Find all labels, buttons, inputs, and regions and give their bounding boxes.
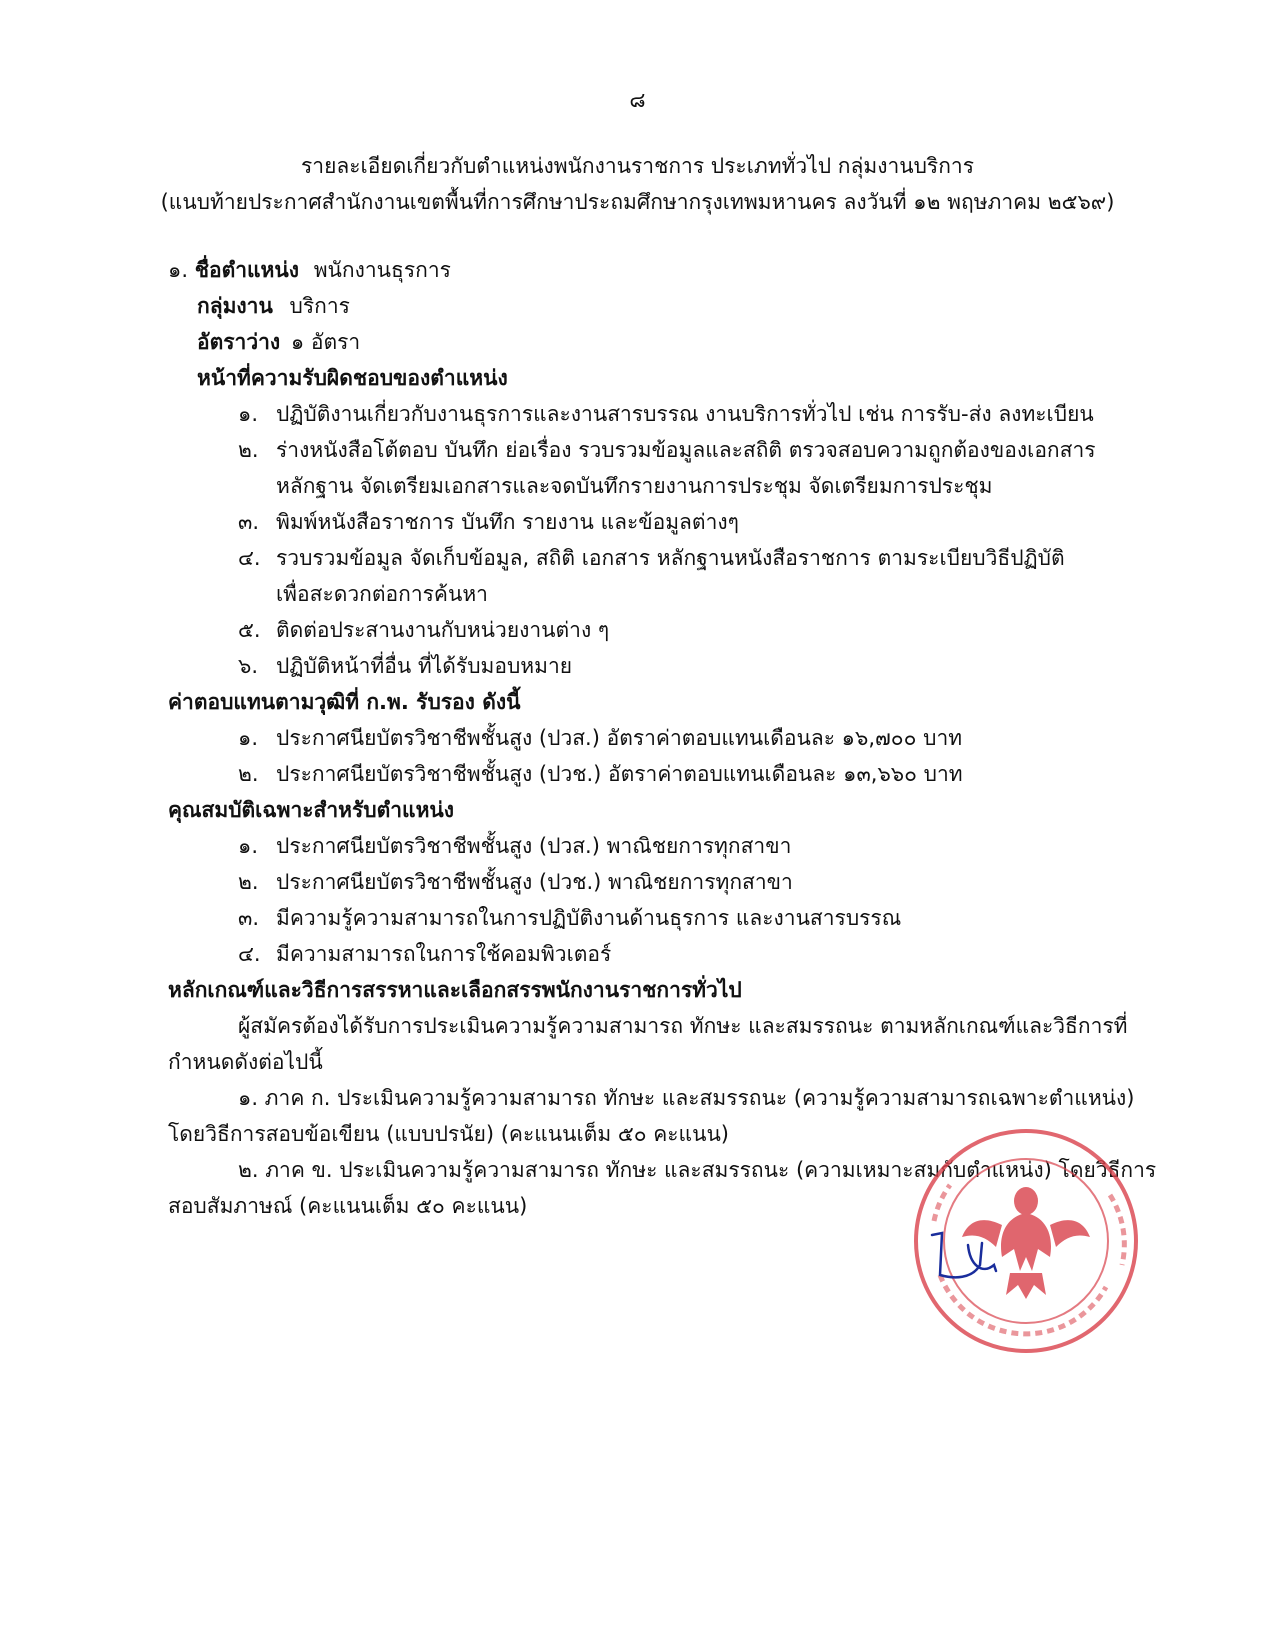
duty-item: ๔. รวบรวมข้อมูล จัดเก็บข้อมูล, สถิติ เอกสาร หลักฐานหนังสือราชการ ตามระเบียบวิธีปฏิบัติ (238, 546, 1065, 570)
duty-item: ๒. ร่างหนังสือโต้ตอบ บันทึก ย่อเรื่อง รวบรวมข้อมูลและสถิติ ตรวจสอบความถูกต้องของเอกสาร (238, 438, 1096, 462)
selection-intro-line-2: กำหนดดังต่อไปนี้ (168, 1050, 323, 1074)
duty-item: ๓. พิมพ์หนังสือราชการ บันทึก รายงาน และข้อมูลต่างๆ (238, 510, 739, 534)
duty-item: ๑. ปฏิบัติงานเกี่ยวกับงานธุรการและงานสารบรรณ งานบริการทั่วไป เช่น การรับ-ส่ง ลงทะเบียน (238, 402, 1094, 426)
official-seal-stamp (910, 1125, 1142, 1357)
vacancy-value: ๑ อัตรา (290, 330, 361, 354)
duty-item-continuation: เพื่อสะดวกต่อการค้นหา (276, 582, 488, 606)
vacancy-label: อัตราว่าง (197, 330, 281, 354)
duty-item: ๖. ปฏิบัติหน้าที่อื่น ที่ได้รับมอบหมาย (238, 654, 573, 678)
qualification-item: ๑. ประกาศนียบัตรวิชาชีพชั้นสูง (ปวส.) พาณิชยการทุกสาขา (238, 834, 792, 858)
qualifications-title: คุณสมบัติเฉพาะสำหรับตำแหน่ง (168, 798, 455, 822)
position-name-label: ชื่อตำแหน่ง (194, 258, 299, 282)
selection-intro-line-1: ผู้สมัครต้องได้รับการประเมินความรู้ความสามารถ ทักษะ และสมรรถนะ ตามหลักเกณฑ์และวิธีการที่ (238, 1014, 1128, 1038)
compensation-item: ๑. ประกาศนียบัตรวิชาชีพชั้นสูง (ปวส.) อัตราค่าตอบแทนเดือนละ ๑๖,๗๐๐ บาท (238, 726, 963, 750)
selection-part-2-line-1: ๒. ภาค ข. ประเมินความรู้ความสามารถ ทักษะ และสมรรถนะ (ความเหมาะสมกับตำแหน่ง) โดยวิธีการ (238, 1158, 1157, 1182)
group-value: บริการ (289, 294, 350, 318)
position-name-value: พนักงานธุรการ (313, 258, 451, 282)
compensation-title: ค่าตอบแทนตามวุฒิที่ ก.พ. รับรอง ดังนี้ (168, 690, 521, 714)
selection-part-1-line-2: โดยวิธีการสอบข้อเขียน (แบบปรนัย) (คะแนนเต็ม ๕๐ คะแนน) (168, 1122, 729, 1146)
duty-item: ๕. ติดต่อประสานงานกับหน่วยงานต่าง ๆ (238, 618, 610, 642)
qualification-item: ๒. ประกาศนียบัตรวิชาชีพชั้นสูง (ปวช.) พาณิชยการทุกสาขา (238, 870, 793, 894)
vacancy-line (197, 330, 360, 355)
group-label: กลุ่มงาน (197, 294, 273, 318)
selection-title: หลักเกณฑ์และวิธีการสรรหาและเลือกสรรพนักงานราชการทั่วไป (168, 978, 742, 1002)
heading-line-1: รายละเอียดเกี่ยวกับตำแหน่งพนักงานราชการ ประเภททั่วไป กลุ่มงานบริการ (301, 154, 974, 178)
compensation-item: ๒. ประกาศนียบัตรวิชาชีพชั้นสูง (ปวช.) อัตราค่าตอบแทนเดือนละ ๑๓,๖๖๐ บาท (238, 762, 963, 786)
duties-title: หน้าที่ความรับผิดชอบของตำแหน่ง (197, 366, 508, 390)
qualification-item: ๔. มีความสามารถในการใช้คอมพิวเตอร์ (238, 942, 612, 966)
heading-line-2: (แนบท้ายประกาศสำนักงานเขตพื้นที่การศึกษาประถมศึกษากรุงเทพมหานคร ลงวันที่ ๑๒ พฤษภาคม ๒๕๖๙) (160, 190, 1115, 214)
selection-part-1-line-1: ๑. ภาค ก. ประเมินความรู้ความสามารถ ทักษะ และสมรรถนะ (ความรู้ความสามารถเฉพาะตำแหน่ง) (238, 1086, 1135, 1110)
position-number: ๑. (168, 258, 189, 282)
selection-part-2-line-2: สอบสัมภาษณ์ (คะแนนเต็ม ๕๐ คะแนน) (168, 1194, 528, 1218)
group-line (197, 294, 350, 319)
page-number: ๘ (629, 88, 646, 112)
duty-item-continuation: หลักฐาน จัดเตรียมเอกสารและจดบันทึกรายงานการประชุม จัดเตรียมการประชุม (276, 474, 993, 498)
position-name-line (168, 258, 451, 283)
qualification-item: ๓. มีความรู้ความสามารถในการปฏิบัติงานด้านธุรการ และงานสารบรรณ (238, 906, 902, 930)
signature-icon (932, 1233, 996, 1277)
